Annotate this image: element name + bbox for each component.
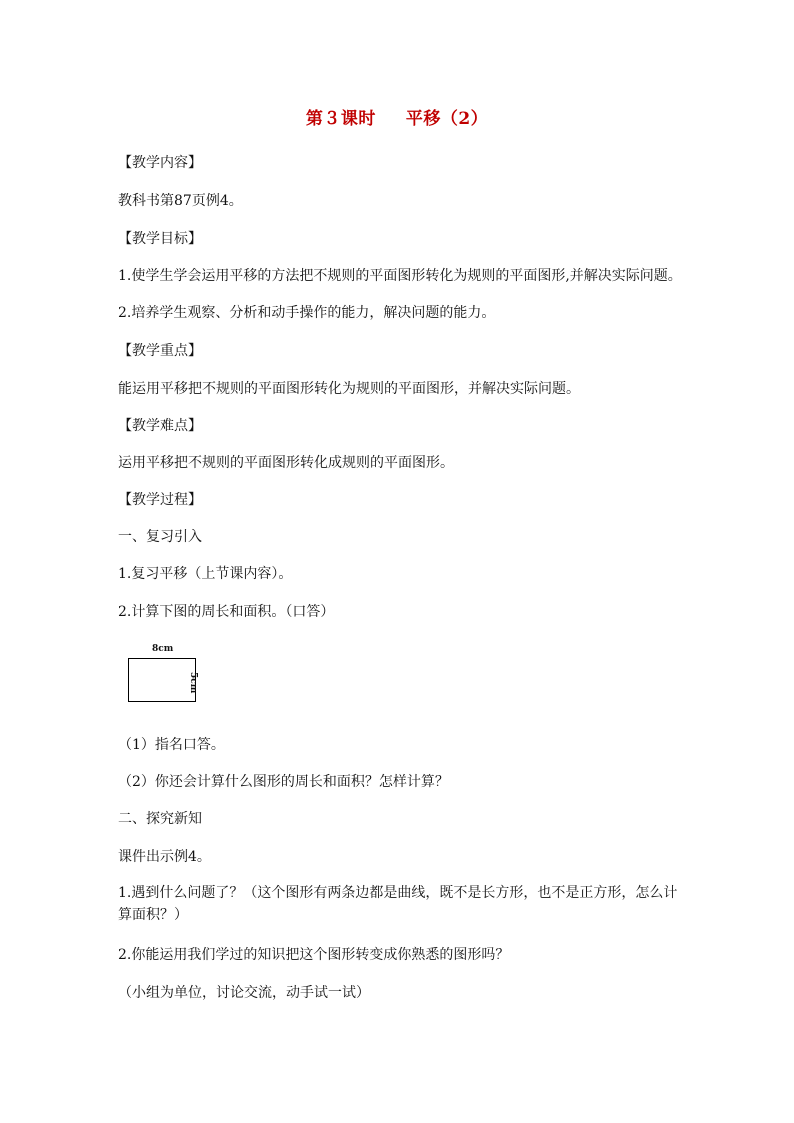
rectangle-figure — [128, 644, 218, 706]
section-heading-key-points: 【教学重点】 — [118, 343, 202, 359]
paragraph: 2.你能运用我们学过的知识把这个图形转变成你熟悉的图形吗？ — [118, 947, 510, 963]
paragraph: 运用平移把不规则的平面图形转化成规则的平面图形。 — [118, 455, 454, 471]
height-label: 5cm — [188, 672, 198, 694]
section-heading-process: 【教学过程】 — [118, 492, 202, 508]
width-label: 8cm — [152, 644, 174, 654]
paragraph: 课件出示例4。 — [118, 849, 211, 865]
paragraph: （1）指名口答。 — [118, 737, 225, 753]
section-heading-content: 【教学内容】 — [118, 155, 202, 171]
paragraph: 1.复习平移（上节课内容）。 — [118, 566, 293, 582]
paragraph: （小组为单位，讨论交流，动手试一试） — [118, 985, 370, 1001]
paragraph: 1.使学生学会运用平移的方法把不规则的平面图形转化为规则的平面图形,并解决实际问题。 — [118, 268, 682, 284]
rectangle-shape — [128, 658, 196, 702]
section-heading-goals: 【教学目标】 — [118, 231, 202, 247]
lesson-topic: 平移（2） — [405, 109, 489, 129]
paragraph: 二、探究新知 — [118, 811, 202, 827]
paragraph: 1.遇到什么问题了？（这个图形有两条边都是曲线，既不是长方形，也不是正方形，怎么计算面积？） — [118, 885, 678, 923]
paragraph: 一、复习引入 — [118, 529, 202, 545]
paragraph: 2.培养学生观察、分析和动手操作的能力，解决问题的能力。 — [118, 305, 496, 321]
paragraph: 能运用平移把不规则的平面图形转化为规则的平面图形，并解决实际问题。 — [118, 381, 580, 397]
paragraph: 2.计算下图的周长和面积。（口答） — [118, 604, 335, 620]
lesson-number: 第３课时 — [305, 109, 376, 129]
lesson-title — [0, 104, 794, 129]
paragraph: （2）你还会计算什么图形的周长和面积？怎样计算？ — [118, 774, 449, 790]
paragraph: 教科书第87页例4。 — [118, 193, 243, 209]
section-heading-difficulties: 【教学难点】 — [118, 418, 202, 434]
